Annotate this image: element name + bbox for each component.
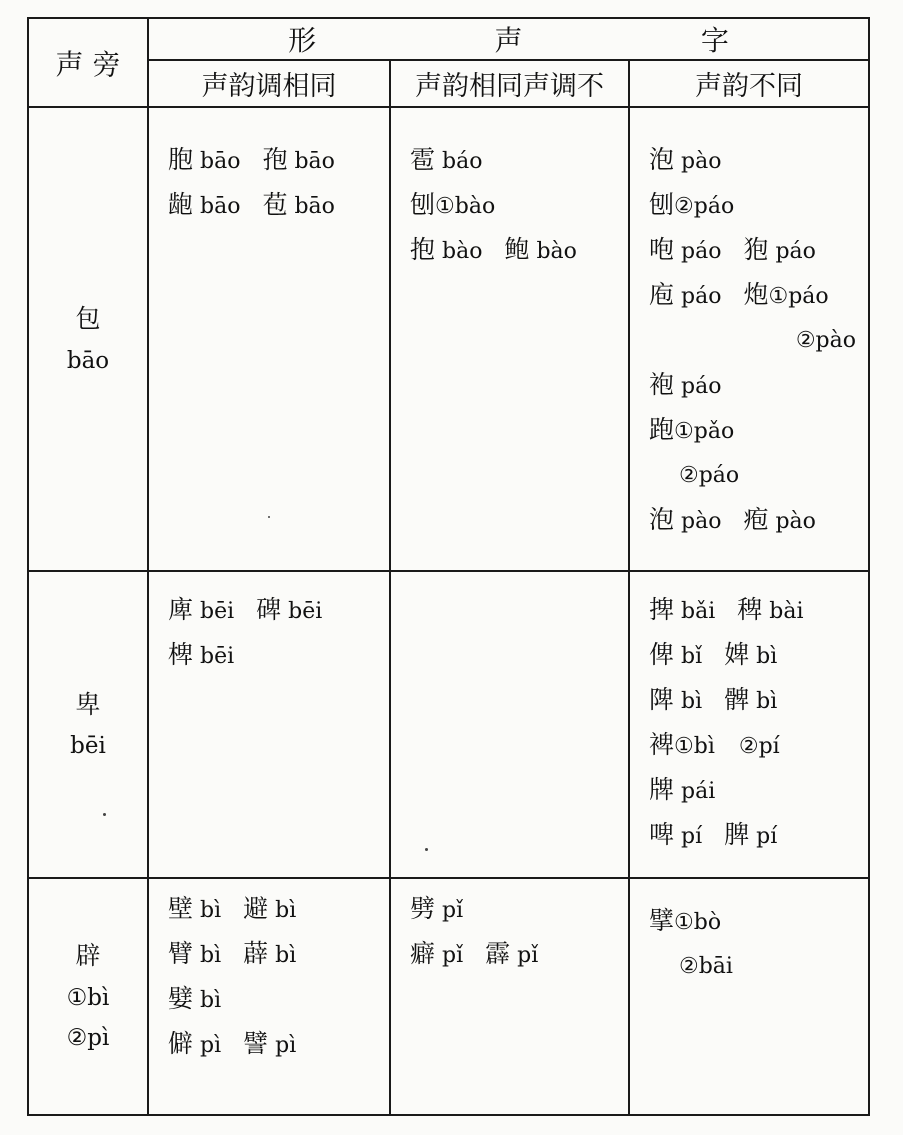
hanzi: 庖 <box>649 280 675 309</box>
char-entry <box>234 596 322 624</box>
hanzi: 臂 <box>168 939 194 968</box>
char-line <box>649 943 868 988</box>
pinyin: ②pí <box>738 734 780 759</box>
pinyin: páo <box>768 239 816 264</box>
radical-pinyin: bāo <box>66 347 110 374</box>
scan-speck <box>103 813 106 816</box>
pinyin: ②páo <box>674 194 735 219</box>
hanzi: 嬖 <box>168 984 194 1013</box>
char-line <box>649 137 868 182</box>
pinyin: bào <box>435 239 483 264</box>
pinyin: bì <box>193 943 222 968</box>
tone-diff-cell <box>391 587 628 875</box>
char-line <box>410 137 628 182</box>
pinyin: ①bào <box>435 194 496 219</box>
header-same-all: 声韵调相同 <box>201 71 337 102</box>
hanzi: 劈 <box>410 894 436 923</box>
header-compound-char: 声 <box>494 24 523 57</box>
char-entry <box>168 191 240 219</box>
char-entry <box>168 146 240 174</box>
char-entry <box>410 191 495 219</box>
char-entry <box>721 236 815 264</box>
hanzi: 龅 <box>168 190 194 219</box>
hanzi: 譬 <box>243 1029 269 1058</box>
char-line <box>168 886 389 931</box>
pinyin: bēi <box>281 599 323 624</box>
radical-pinyin: ②pì <box>66 1025 110 1052</box>
pinyin: bāo <box>193 194 241 219</box>
header-bottom-rule <box>27 106 870 108</box>
char-line <box>649 272 868 317</box>
pinyin: pǐ <box>435 943 464 968</box>
hanzi: 避 <box>243 894 269 923</box>
tone-diff-cell <box>391 886 628 1112</box>
pinyin: páo <box>674 239 722 264</box>
char-entry <box>463 940 538 968</box>
pinyin: pì <box>193 1033 222 1058</box>
char-line <box>649 362 868 407</box>
radical-pinyin: ①bì <box>66 985 110 1012</box>
hanzi: 俾 <box>649 640 675 669</box>
header-compound-char: 字 <box>700 24 729 57</box>
hanzi: 孢 <box>262 145 288 174</box>
pinyin: bāo <box>287 149 335 174</box>
tone-diff-cell <box>391 137 628 567</box>
radical-char: 卑 <box>75 689 101 719</box>
hanzi: 疱 <box>743 505 769 534</box>
char-entry <box>649 907 721 935</box>
char-entry <box>649 731 715 759</box>
pinyin: bēi <box>193 599 235 624</box>
hanzi: 苞 <box>262 190 288 219</box>
char-line <box>168 587 389 632</box>
pinyin: bāo <box>193 149 241 174</box>
pinyin: ①páo <box>768 284 829 309</box>
hanzi: 啤 <box>649 820 675 849</box>
char-entry <box>702 641 777 669</box>
char-line <box>168 137 389 182</box>
sound-diff-cell <box>630 587 868 875</box>
pinyin: pí <box>749 824 778 849</box>
pinyin: bǐ <box>674 644 703 669</box>
char-entry <box>649 821 702 849</box>
pinyin: pí <box>674 824 703 849</box>
char-entry <box>221 895 296 923</box>
pinyin: ②páo <box>679 463 740 488</box>
pinyin: bì <box>193 898 222 923</box>
hanzi: 僻 <box>168 1029 194 1058</box>
hanzi: 跑 <box>649 415 675 444</box>
pinyin: bǎi <box>674 599 716 624</box>
pinyin: pào <box>674 509 722 534</box>
same-all-cell <box>149 587 389 875</box>
char-entry <box>649 460 739 488</box>
char-line <box>649 767 868 812</box>
pinyin: bì <box>193 988 222 1013</box>
char-entry <box>410 146 482 174</box>
char-entry <box>649 686 702 714</box>
hanzi: 髀 <box>724 685 750 714</box>
pinyin: ②pào <box>795 328 856 353</box>
char-entry <box>649 236 721 264</box>
pinyin: bāo <box>287 194 335 219</box>
hanzi: 炮 <box>743 280 769 309</box>
char-line <box>649 898 868 943</box>
char-entry <box>796 325 856 353</box>
same-all-cell <box>149 137 389 567</box>
char-entry <box>168 940 221 968</box>
pinyin: bēi <box>193 644 235 669</box>
char-line <box>649 587 868 632</box>
hanzi: 捭 <box>649 595 675 624</box>
hanzi: 抱 <box>410 235 436 264</box>
char-entry <box>702 686 777 714</box>
pinyin: bì <box>749 644 778 669</box>
row-rule-1 <box>27 570 870 572</box>
char-entry <box>649 951 733 979</box>
radical-pinyin: bēi <box>70 733 106 760</box>
hanzi: 壁 <box>168 894 194 923</box>
char-entry <box>649 596 715 624</box>
pinyin: ①bò <box>674 910 722 935</box>
char-entry <box>649 776 715 804</box>
hanzi: 碑 <box>256 595 282 624</box>
char-entry <box>721 506 815 534</box>
char-entry <box>721 281 828 309</box>
char-entry <box>168 895 221 923</box>
pinyin: pào <box>674 149 722 174</box>
char-entry <box>715 731 780 759</box>
char-entry <box>221 940 296 968</box>
char-line <box>649 812 868 857</box>
hanzi: 椑 <box>168 640 194 669</box>
char-entry <box>410 940 463 968</box>
hanzi: 擘 <box>649 906 675 935</box>
sound-diff-cell <box>630 137 868 567</box>
char-entry <box>410 236 482 264</box>
char-entry <box>715 596 803 624</box>
char-line <box>649 227 868 272</box>
hanzi: 狍 <box>743 235 769 264</box>
pinyin: báo <box>435 149 483 174</box>
char-entry <box>649 146 721 174</box>
pinyin: bào <box>529 239 577 264</box>
char-entry <box>168 1030 221 1058</box>
char-line <box>649 317 868 362</box>
char-line <box>649 722 868 767</box>
char-line <box>168 182 389 227</box>
char-entry <box>649 506 721 534</box>
hanzi: 霹 <box>485 939 511 968</box>
char-entry <box>649 416 734 444</box>
hanzi: 癖 <box>410 939 436 968</box>
char-line <box>649 497 868 542</box>
char-line <box>168 632 389 677</box>
header-compound-char: 形 <box>288 24 317 57</box>
char-entry <box>702 821 777 849</box>
hanzi: 陴 <box>649 685 675 714</box>
pinyin: pì <box>268 1033 297 1058</box>
pinyin: ②bāi <box>679 954 733 979</box>
hanzi: 脾 <box>724 820 750 849</box>
sound-diff-cell <box>630 898 868 1112</box>
char-entry <box>168 985 221 1013</box>
char-entry <box>649 191 734 219</box>
header-radical: 声 旁 <box>55 47 121 81</box>
char-line <box>649 677 868 722</box>
char-entry <box>240 146 334 174</box>
hanzi: 胞 <box>168 145 194 174</box>
radical-char: 辟 <box>75 941 101 971</box>
pinyin: pǐ <box>435 898 464 923</box>
pinyin: páo <box>674 374 722 399</box>
hanzi: 薜 <box>243 939 269 968</box>
pinyin: bì <box>674 689 703 714</box>
hanzi: 雹 <box>410 145 436 174</box>
hanzi: 裨 <box>649 730 675 759</box>
same-all-cell <box>149 886 389 1112</box>
char-line <box>410 931 628 976</box>
char-line <box>168 931 389 976</box>
radical-cell <box>29 572 147 877</box>
table-border-right <box>868 17 870 1116</box>
hanzi: 稗 <box>737 595 763 624</box>
radical-cell <box>29 108 147 570</box>
char-entry <box>240 191 334 219</box>
hanzi: 泡 <box>649 505 675 534</box>
hanzi: 泡 <box>649 145 675 174</box>
char-line <box>649 632 868 677</box>
hanzi: 庳 <box>168 595 194 624</box>
hanzi: 刨 <box>410 190 436 219</box>
pinyin: bì <box>268 943 297 968</box>
header-phonetic-compounds <box>149 19 868 59</box>
char-line <box>410 182 628 227</box>
hanzi: 牌 <box>649 775 675 804</box>
hanzi: 袍 <box>649 370 675 399</box>
pinyin: pào <box>768 509 816 534</box>
char-entry <box>168 641 234 669</box>
radical-cell <box>29 879 147 1114</box>
hanzi: 咆 <box>649 235 675 264</box>
pinyin: ①pǎo <box>674 419 735 444</box>
char-line <box>410 886 628 931</box>
header-tone-different: 声韵相同声调不 <box>415 71 604 102</box>
radical-char: 包 <box>75 304 101 333</box>
hanzi: 刨 <box>649 190 675 219</box>
pinyin: bì <box>749 689 778 714</box>
hanzi: 婢 <box>724 640 750 669</box>
char-entry <box>482 236 576 264</box>
char-entry <box>410 895 463 923</box>
char-line <box>649 182 868 227</box>
pinyin: pǐ <box>510 943 539 968</box>
char-entry <box>649 281 721 309</box>
char-entry <box>649 371 721 399</box>
pinyin: páo <box>674 284 722 309</box>
char-line <box>649 452 868 497</box>
pinyin: pái <box>674 779 716 804</box>
pinyin: bài <box>762 599 804 624</box>
char-line <box>168 1021 389 1066</box>
hanzi: 鲍 <box>504 235 530 264</box>
table-border-bottom <box>27 1114 870 1116</box>
char-entry <box>168 596 234 624</box>
row-rule-2 <box>27 877 870 879</box>
char-line <box>410 227 628 272</box>
char-line <box>649 407 868 452</box>
scan-speck <box>425 848 428 851</box>
pinyin: bì <box>268 898 297 923</box>
header-sound-different: 声韵不同 <box>695 71 803 102</box>
pinyin: ①bì <box>674 734 715 759</box>
scan-speck <box>268 516 270 518</box>
char-entry <box>221 1030 296 1058</box>
char-line <box>168 976 389 1021</box>
char-entry <box>649 641 702 669</box>
